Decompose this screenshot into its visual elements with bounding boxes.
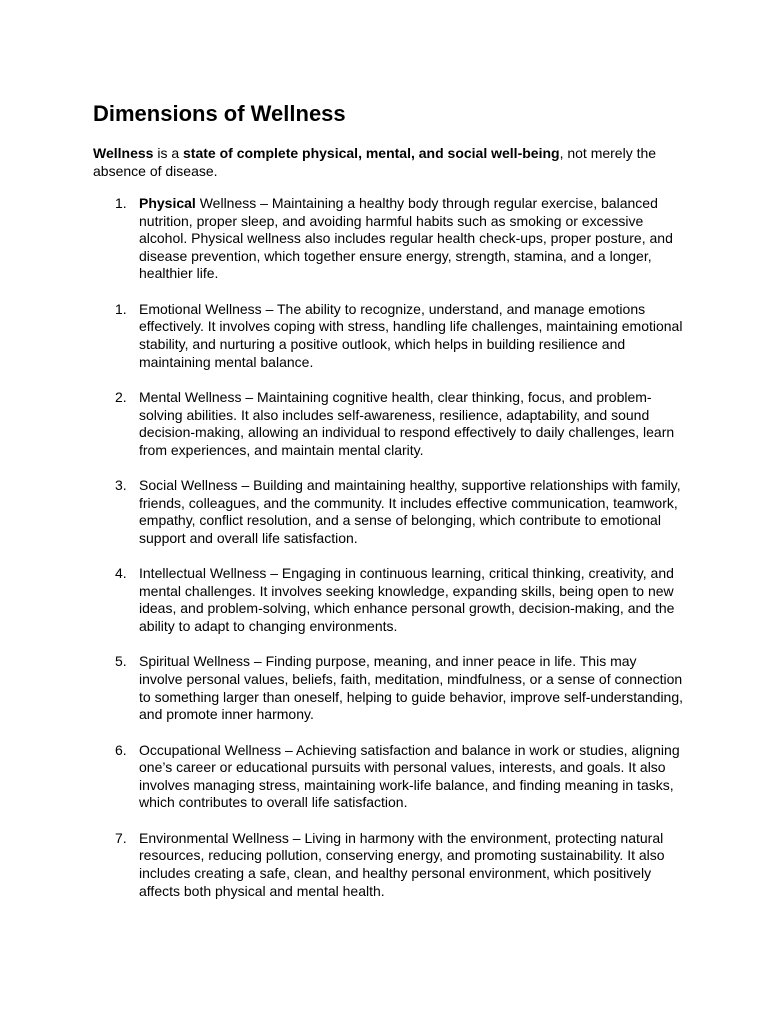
list-item-number: 3.	[115, 477, 127, 494]
list-item-text: Occupational Wellness – Achieving satisfaction and balance in work or studies, aligning one’s career or educational pursuits with personal values, interests, and goals. It also involves managing stress, maintaining work-life balance, and finding meaning in tasks, which contributes to overall life satisfaction.	[139, 741, 680, 811]
intro-definition: state of complete physical, mental, and social well-being	[183, 145, 560, 161]
list-item-number: 1.	[115, 300, 127, 317]
list-item-number: 5.	[115, 653, 127, 670]
list-item-text: Emotional Wellness – The ability to recognize, understand, and manage emotions effectively. It involves coping with stress, handling life challenges, maintaining emotional stability, and nurturing a positive outlook, which helps in building resilience and maintaining mental balance.	[139, 300, 683, 370]
wellness-list	[93, 195, 683, 918]
list-item-number: 6.	[115, 741, 127, 758]
intro-paragraph	[93, 145, 683, 180]
list-item-text: Wellness – Maintaining a healthy body through regular exercise, balanced nutrition, proper sleep, and avoiding harmful habits such as smoking or excessive alcohol. Physical wellness also includes regular health check-ups, proper posture, and disease prevention, which together ensure energy, strength, stamina, and a longer, healthier life.	[139, 195, 673, 282]
list-item-emotional	[93, 301, 683, 371]
list-item-number: 4.	[115, 565, 127, 582]
list-item-text: Environmental Wellness – Living in harmony with the environment, protecting natural resources, reducing pollution, conserving energy, and promoting sustainability. It also includes creating a safe, clean, and healthy personal environment, which positively affects both physical and mental health.	[139, 829, 665, 899]
list-item-mental	[93, 389, 683, 459]
list-item-social	[93, 477, 683, 547]
list-item-number: 7.	[115, 829, 127, 846]
list-item-spiritual	[93, 653, 683, 723]
list-item-number: 1.	[115, 195, 127, 211]
list-item-text: Intellectual Wellness – Engaging in continuous learning, critical thinking, creativity, and mental challenges. It involves seeking knowledge, expanding skills, being open to new ideas, and problem-solving, which enhance personal growth, decision-making, and the ability to adapt to changing environments.	[139, 565, 675, 635]
list-item-number: 2.	[115, 388, 127, 405]
list-item-text: Social Wellness – Building and maintaining healthy, supportive relationships with family, friends, colleagues, and the community. It includes effective communication, teamwork, empathy, conflict resolution, and a sense of belonging, which contribute to emotional support and overall life satisfaction.	[139, 477, 681, 546]
intro-rest: , not merely the absence of disease.	[93, 145, 657, 179]
intro-term: Wellness	[93, 145, 154, 161]
list-item-occupational	[93, 742, 683, 812]
list-item-text: Mental Wellness – Maintaining cognitive health, clear thinking, focus, and problem-solving abilities. It also includes self-awareness, resilience, adaptability, and sound decision-making, allowing an individual to respond effectively to daily challenges, learn from experiences, and maintain mental clarity.	[139, 388, 675, 458]
list-item-physical	[93, 195, 683, 283]
list-item-environmental	[93, 830, 683, 900]
page-title: Dimensions of Wellness	[93, 101, 346, 126]
list-item-bold-term: Physical	[139, 195, 196, 211]
list-item-text: Spiritual Wellness – Finding purpose, meaning, and inner peace in life. This may involve personal values, beliefs, faith, meditation, mindfulness, or a sense of connection to something larger than oneself, helping to guide behavior, improve self-understanding, and promote inner harmony.	[139, 653, 684, 723]
intro-connector: is a	[153, 145, 184, 161]
list-item-intellectual	[93, 565, 683, 635]
